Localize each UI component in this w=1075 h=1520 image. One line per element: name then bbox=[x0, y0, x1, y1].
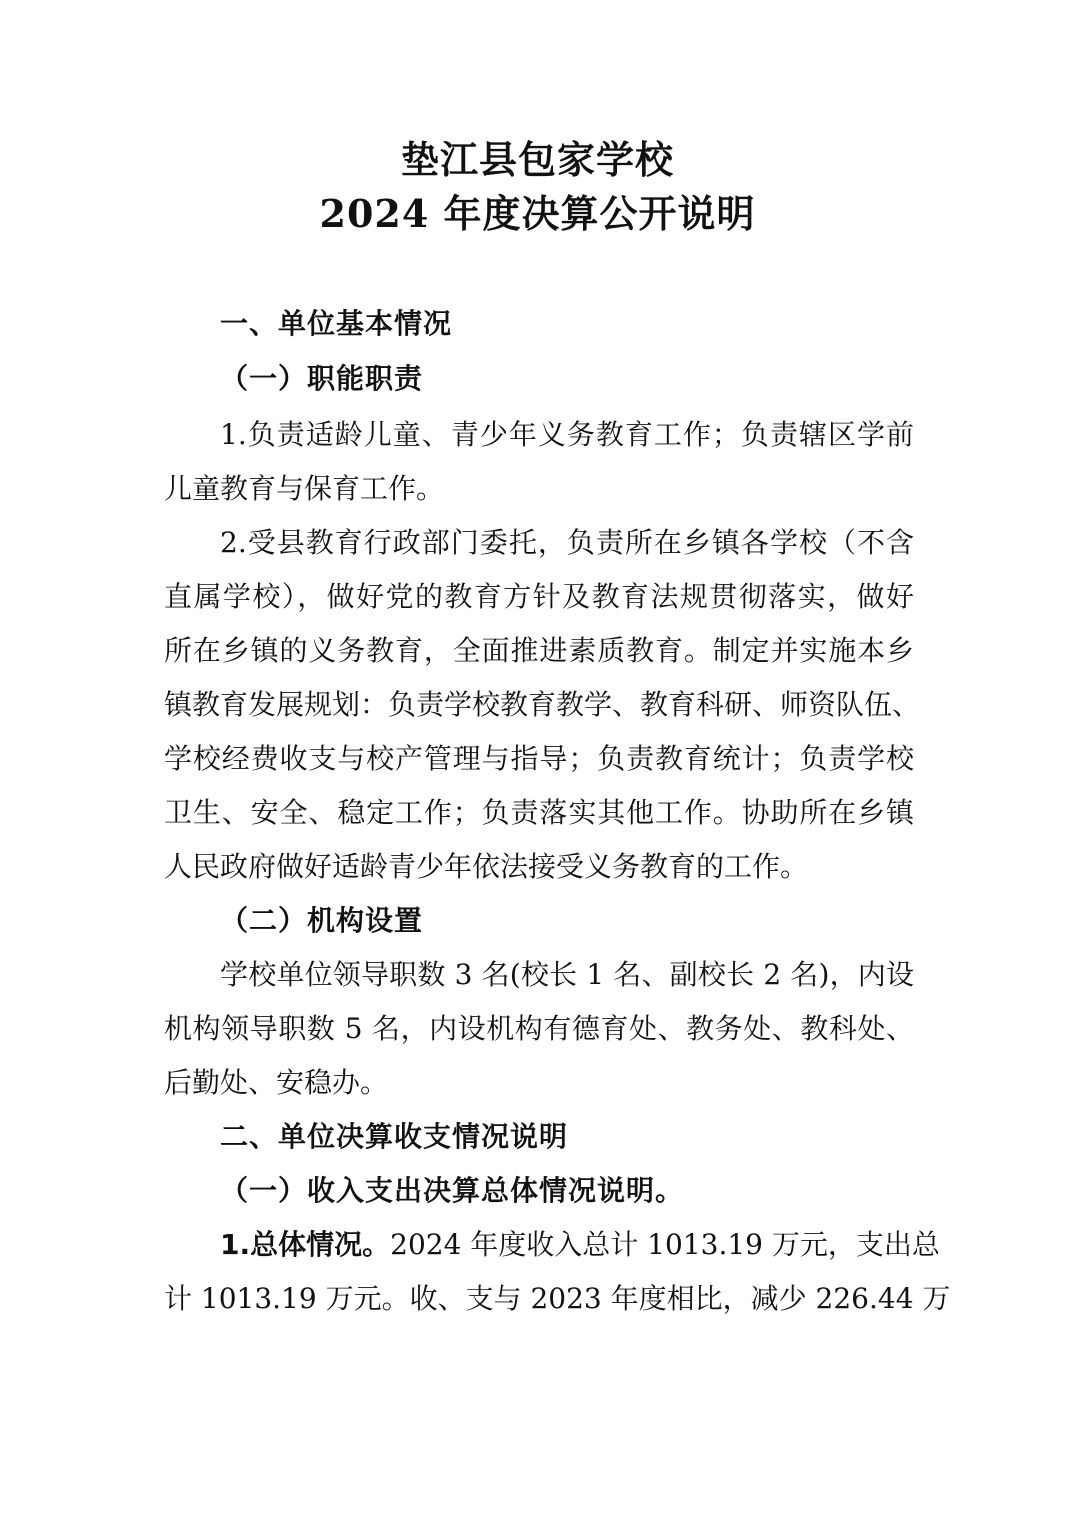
paragraph4-line2: 计 1013.19 万元。收、支与 2023 年度相比，减少 226.44 万 bbox=[164, 1282, 951, 1315]
paragraph2-line7: 人民政府做好适龄青少年依法接受义务教育的工作。 bbox=[164, 850, 809, 883]
section1-subheading-organization: （二）机构设置 bbox=[220, 904, 424, 937]
paragraph2-line5: 学校经费收支与校产管理与指导；负责教育统计；负责学校 bbox=[164, 742, 914, 775]
section1-heading: 一、单位基本情况 bbox=[220, 307, 453, 340]
paragraph1-line1: 1.负责适龄儿童、青少年义务教育工作；负责辖区学前 bbox=[220, 418, 914, 451]
paragraph2-line1: 2.受县教育行政部门委托，负责所在乡镇各学校（不含 bbox=[220, 526, 914, 559]
document-title-line1: 垫江县包家学校 bbox=[400, 137, 674, 182]
paragraph3-line1: 学校单位领导职数 3 名(校长 1 名、副校长 2 名)，内设 bbox=[220, 958, 914, 991]
section2-heading: 二、单位决算收支情况说明 bbox=[220, 1120, 569, 1153]
paragraph2-line4: 镇教育发展规划：负责学校教育教学、教育科研、师资队伍、 bbox=[164, 688, 921, 721]
paragraph2-line2: 直属学校），做好党的教育方针及教育法规贯彻落实，做好 bbox=[164, 580, 914, 613]
paragraph3-line3: 后勤处、安稳办。 bbox=[164, 1066, 389, 1099]
paragraph4-line1 bbox=[220, 1225, 940, 1265]
paragraph4-lead: 1.总体情况。 bbox=[220, 1228, 391, 1261]
section2-subheading-overview: （一）收入支出决算总体情况说明。 bbox=[220, 1174, 685, 1207]
paragraph3-line2: 机构领导职数 5 名，内设机构有德育处、教务处、教科处、 bbox=[164, 1012, 914, 1045]
paragraph4-line1-text: 2024 年度收入总计 1013.19 万元，支出总 bbox=[390, 1228, 940, 1261]
paragraph1-line2: 儿童教育与保育工作。 bbox=[164, 472, 445, 505]
document-title-line2: 2024 年度决算公开说明 bbox=[319, 191, 756, 236]
section1-subheading-duties: （一）职能职责 bbox=[220, 362, 424, 395]
paragraph2-line3: 所在乡镇的义务教育，全面推进素质教育。制定并实施本乡 bbox=[164, 634, 914, 667]
paragraph2-line6: 卫生、安全、稳定工作；负责落实其他工作。协助所在乡镇 bbox=[164, 796, 914, 829]
